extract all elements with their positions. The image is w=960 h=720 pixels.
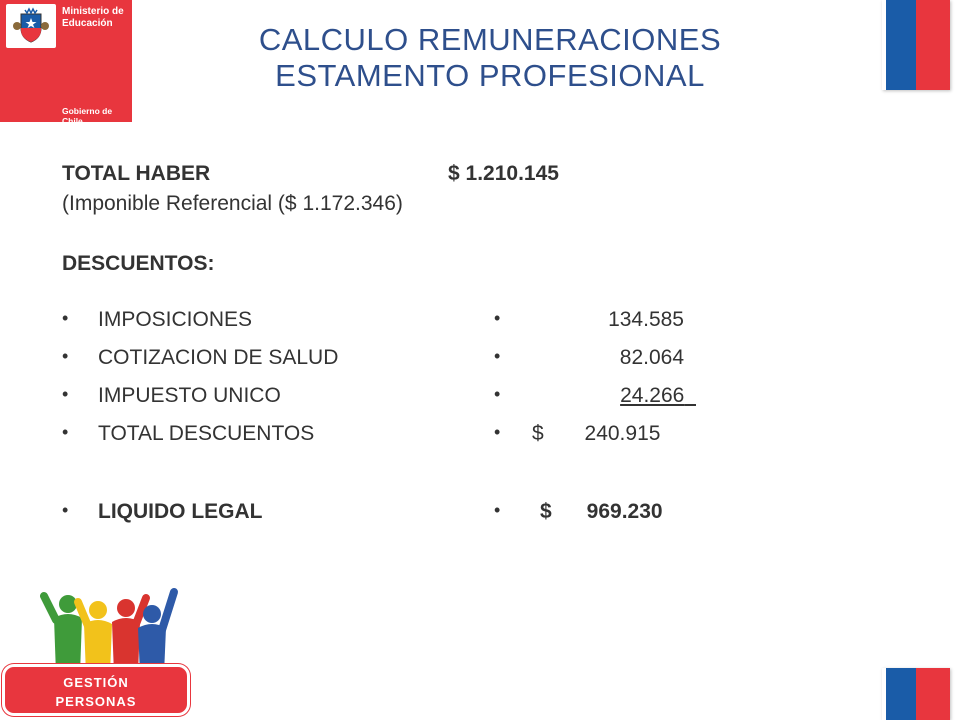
descuentos-heading: DESCUENTOS:	[62, 252, 215, 275]
badge-line-1: GESTIÓN	[63, 675, 129, 690]
bullet-icon: •	[494, 384, 501, 404]
descuento-value: 82.064	[619, 346, 684, 369]
gestion-personas-badge	[2, 664, 190, 716]
bullet-icon: •	[494, 422, 501, 442]
government-name: Gobierno de Chile	[62, 106, 113, 126]
total-haber-label: TOTAL HABER	[62, 162, 211, 185]
liquido-label: LIQUIDO LEGAL	[98, 500, 263, 523]
title-line-2: ESTAMENTO PROFESIONAL	[275, 58, 705, 93]
chile-flag-icon	[882, 668, 950, 720]
bullet-icon: •	[494, 346, 501, 366]
total-descuentos-value: $ 240.915	[532, 422, 661, 445]
people-cheering-icon	[40, 584, 180, 674]
chile-flag-icon	[882, 0, 950, 90]
ministry-logo	[0, 0, 132, 126]
liquido-value: $ 969.230	[540, 500, 663, 523]
descuento-label: TOTAL DESCUENTOS	[98, 422, 315, 445]
imponible-referencial: (Imponible Referencial ($ 1.172.346)	[62, 192, 403, 215]
title-line-1: CALCULO REMUNERACIONES	[258, 22, 722, 57]
bullet-icon: •	[494, 500, 501, 520]
page-title	[190, 22, 790, 94]
descuento-label: IMPUESTO UNICO	[98, 384, 281, 407]
total-haber-value: $ 1.210.145	[448, 162, 559, 185]
ministry-name: Ministerio de Educación	[62, 6, 124, 29]
bullet-icon: •	[62, 500, 69, 520]
descuento-value: 134.585	[608, 308, 684, 331]
chile-coat-of-arms-icon	[6, 4, 56, 48]
descuento-label: COTIZACION DE SALUD	[98, 346, 339, 369]
descuento-label: IMPOSICIONES	[98, 308, 253, 331]
bullet-icon: •	[62, 422, 69, 442]
bullet-icon: •	[62, 308, 69, 328]
bullet-icon: •	[62, 384, 69, 404]
bullet-icon: •	[494, 308, 501, 328]
bullet-icon: •	[62, 346, 69, 366]
descuento-value: 24.266	[620, 384, 685, 407]
badge-line-2: PERSONAS	[55, 694, 137, 709]
descuento-value-underlined	[532, 384, 696, 408]
